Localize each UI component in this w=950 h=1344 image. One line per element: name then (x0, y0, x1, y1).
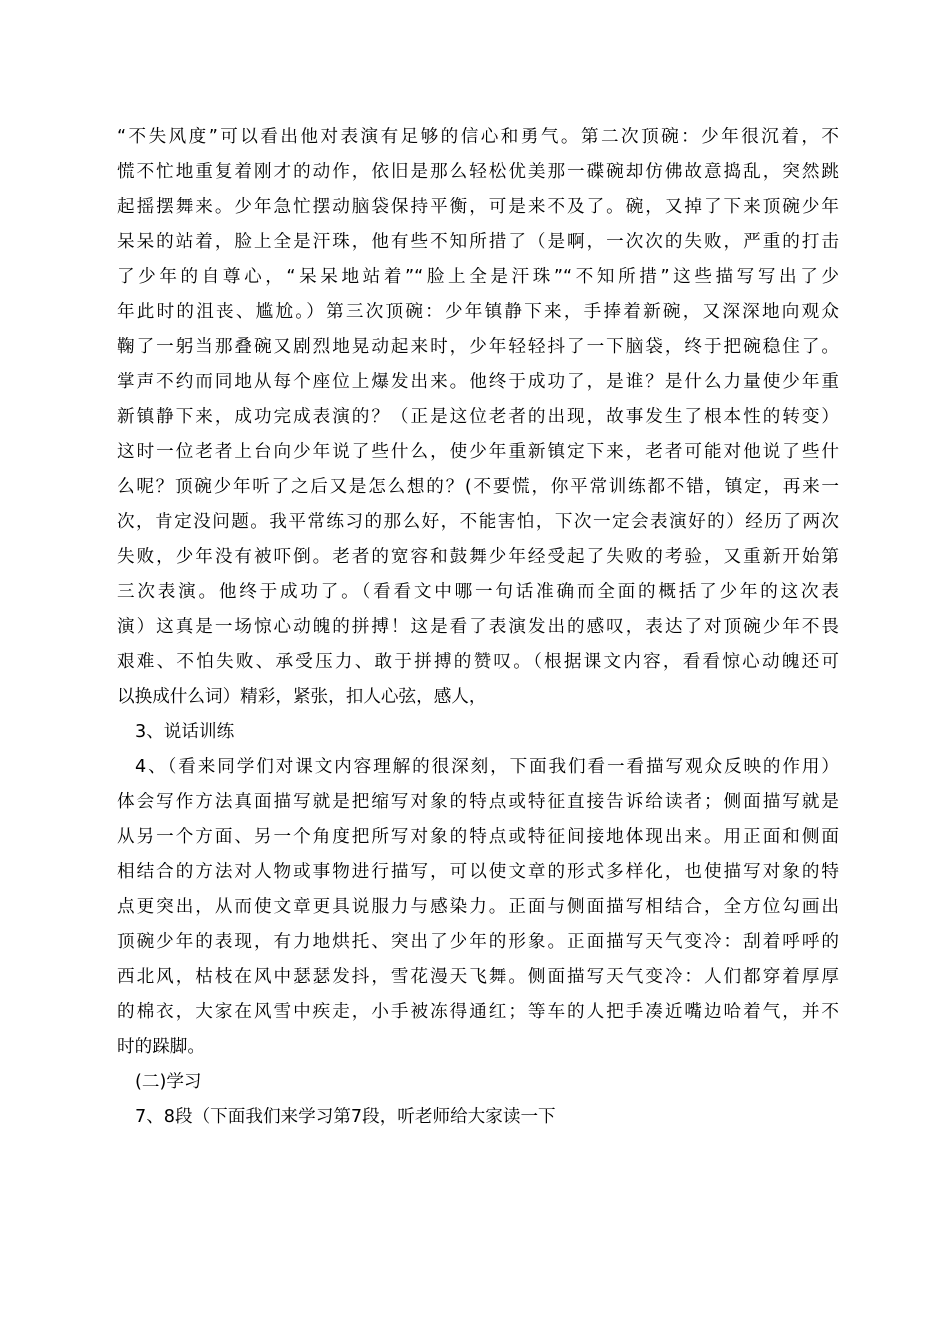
section-heading: (二)学习 (135, 1072, 202, 1092)
text-line: 这时一位老者上台向少年说了些什么，使少年重新镇定下来，老者可能对他说了些什 (117, 442, 839, 462)
text-line: 鞠了一躬当那叠碗又剧烈地晃动起来时，少年轻轻抖了一下脑袋，终于把碗稳住了。 (117, 337, 839, 357)
text-line: 呆呆的站着，脸上全是汗珠，他有些不知所措了（是啊，一次次的失败，严重的打击 (117, 232, 839, 252)
text-line: 年此时的沮丧、尴尬。）第三次顶碗：少年镇静下来，手捧着新碗，又深深地向观众 (117, 302, 839, 322)
text-line: 体会写作方法真面描写就是把缩写对象的特点或特征直接告诉给读者；侧面描写就是 (117, 792, 839, 812)
text-line: 演）这真是一场惊心动魄的拼搏！这是看了表演发出的感叹，表达了对顶碗少年不畏 (117, 617, 839, 637)
text-line: 掌声不约而同地从每个座位上爆发出来。他终于成功了，是谁？是什么力量使少年重 (117, 372, 839, 392)
text-line: 么呢？顶碗少年听了之后又是怎么想的？(不要慌，你平常训练都不错，镇定，再来一 (117, 477, 839, 497)
text-line: 次，肯定没问题。我平常练习的那么好，不能害怕，下次一定会表演好的）经历了两次 (117, 512, 839, 532)
text-line: 了少年的自尊心，“呆呆地站着”“脸上全是汗珠”“不知所措”这些描写写出了少 (117, 267, 839, 287)
text-line: 起摇摆舞来。少年急忙摆动脑袋保持平衡，可是来不及了。碗，又掉了下来顶碗少年 (117, 197, 839, 217)
text-line: 点更突出，从而使文章更具说服力与感染力。正面与侧面描写相结合，全方位勾画出 (117, 897, 839, 917)
text-line: 三次表演。他终于成功了。（看看文中哪一句话准确而全面的概括了少年的这次表 (117, 582, 839, 602)
text-line: 以换成什么词）精彩，紧张，扣人心弦，感人， (117, 687, 487, 707)
text-line: 的棉衣，大家在风雪中疾走，小手被冻得通红；等车的人把手凑近嘴边哈着气，并不 (117, 1002, 839, 1022)
text-line: 失败，少年没有被吓倒。老者的宽容和鼓舞少年经受起了失败的考验，又重新开始第 (117, 547, 839, 567)
section-heading: 3、说话训练 (135, 722, 235, 742)
text-line: 从另一个方面、另一个角度把所写对象的特点或特征间接地体现出来。用正面和侧面 (117, 827, 839, 847)
document-page (117, 120, 839, 1135)
text-line: 慌不忙地重复着刚才的动作，依旧是那么轻松优美那一碟碗却仿佛故意捣乱，突然跳 (117, 162, 839, 182)
text-line: 顶碗少年的表现，有力地烘托、突出了少年的形象。正面描写天气变冷：刮着呼呼的 (117, 932, 839, 952)
text-line: “不失风度”可以看出他对表演有足够的信心和勇气。第二次顶碗：少年很沉着，不 (117, 127, 839, 147)
text-line: 时的跺脚。 (117, 1037, 205, 1057)
text-line: 相结合的方法对人物或事物进行描写，可以使文章的形式多样化，也使描写对象的特 (117, 862, 839, 882)
text-line: 新镇静下来，成功完成表演的？（正是这位老者的出现，故事发生了根本性的转变） (117, 407, 839, 427)
text-line: 西北风，枯枝在风中瑟瑟发抖，雪花漫天飞舞。侧面描写天气变冷：人们都穿着厚厚 (117, 967, 839, 987)
text-line: 7、8段（下面我们来学习第7段，听老师给大家读一下 (135, 1107, 556, 1127)
text-line: 艰难、不怕失败、承受压力、敢于拼搏的赞叹。（根据课文内容，看看惊心动魄还可 (117, 652, 839, 672)
text-line: 4、（看来同学们对课文内容理解的很深刻，下面我们看一看描写观众反映的作用） (135, 757, 839, 777)
